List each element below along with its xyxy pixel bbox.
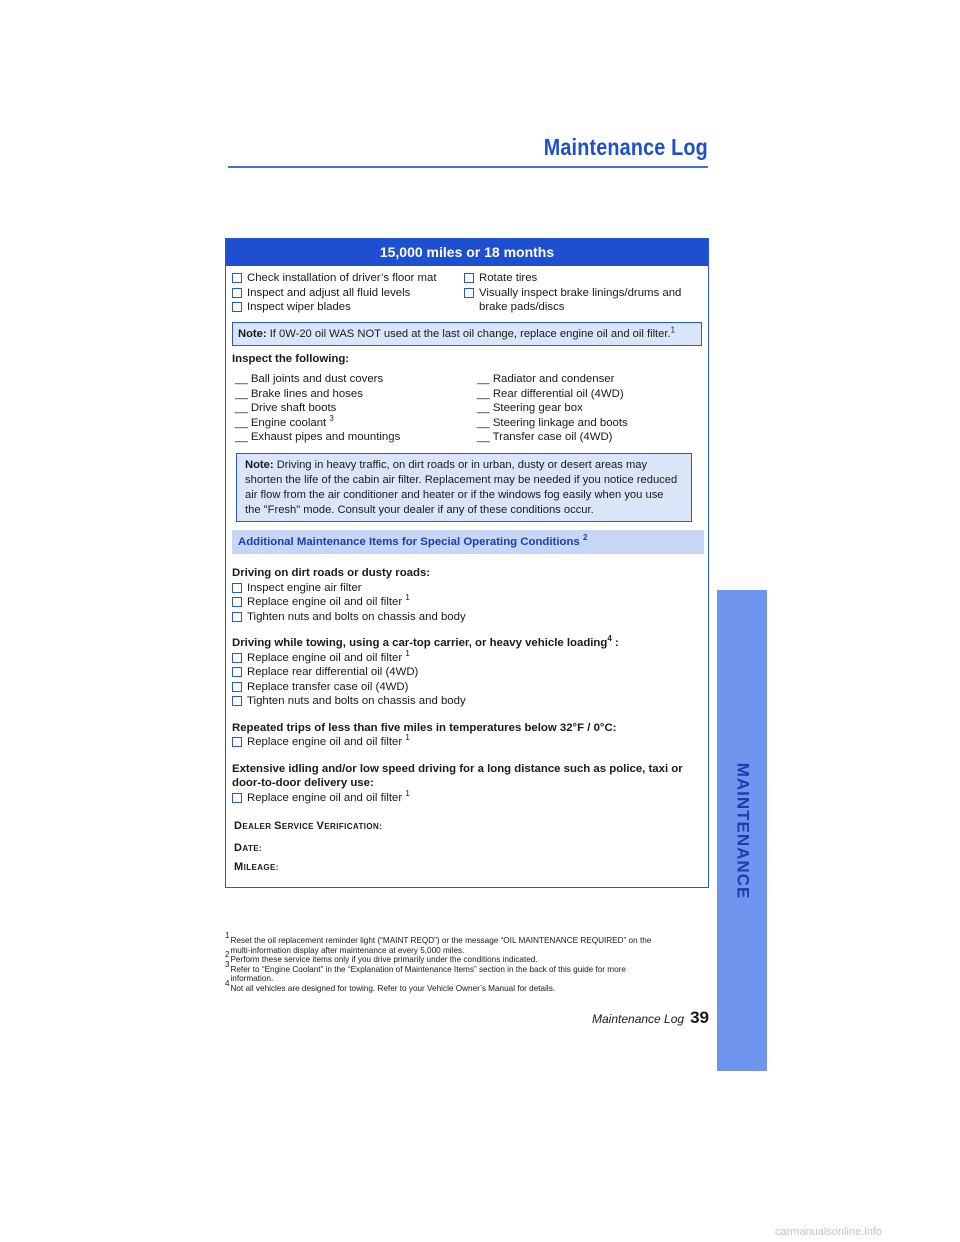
verification-block [232, 821, 702, 873]
date-label: DATE: [234, 842, 263, 854]
page-title: Maintenance Log [543, 134, 708, 160]
inspect-list-left [235, 372, 477, 445]
checkbox-icon[interactable] [232, 682, 242, 692]
footnote-ref: 1 [405, 593, 410, 603]
checklist-right [464, 271, 702, 315]
checkbox-icon[interactable] [232, 793, 242, 803]
inspect-item: __ Steering linkage and boots [477, 416, 628, 429]
checklist-item[interactable]: Check installation of driver’s floor mat [232, 271, 464, 286]
checkbox-icon[interactable] [232, 597, 242, 607]
box-content [226, 266, 708, 873]
checkbox-icon[interactable] [464, 288, 474, 298]
footnote-ref: 3 [329, 413, 334, 423]
footnote-ref: 2 [582, 532, 588, 542]
checklist [232, 271, 702, 315]
footnote-ref: 1 [405, 788, 410, 798]
checkbox-icon[interactable] [464, 273, 474, 283]
checkbox-icon[interactable] [232, 653, 242, 663]
checklist-item[interactable]: Inspect engine air filter [232, 581, 702, 596]
checklist-item[interactable]: Replace transfer case oil (4WD) [232, 680, 702, 695]
condition-title-towing: Driving while towing, using a car-top carrier, or heavy vehicle loading$^4$ : [232, 634, 619, 649]
checklist-item[interactable]: Tighten nuts and bolts on chassis and body [232, 610, 702, 625]
interval-header: 15,000 miles or 18 months [226, 239, 708, 266]
maintenance-box [225, 238, 709, 888]
page-number: 39 [690, 1008, 709, 1027]
cabin-filter-note: Note: Driving in heavy traffic, on dirt roads or in urban, dusty or desert areas may shorten the life of the cabin air filter. Replacement may be needed if you notice reduced air flow from the air conditioner and heater or if the windows fog easily when you use the "Fresh" mode. Consult your dealer if any of these conditions occur. [236, 453, 692, 522]
checklist-item[interactable]: Replace engine oil and oil filter $^1$ [232, 735, 702, 750]
title-divider [228, 166, 708, 168]
inspect-item: __ Drive shaft boots [235, 402, 337, 414]
checkbox-icon[interactable] [232, 273, 242, 283]
footnote-ref: 4 [607, 634, 612, 644]
checkbox-icon[interactable] [232, 696, 242, 706]
checkbox-icon[interactable] [232, 612, 242, 622]
checklist-item[interactable]: Visually inspect brake linings/drums and [464, 286, 702, 301]
checklist-left [232, 271, 464, 315]
footnote: 2 Perform these service items only if you drive primarily under the conditions indicated. [225, 950, 538, 965]
mileage-label: MILEAGE: [234, 861, 279, 873]
inspect-item: __ Steering gear box [477, 402, 583, 414]
note-text: If 0W-20 oil WAS NOT used at the last oil change, replace engine oil and oil filter. [269, 327, 671, 340]
checklist-item-continued: brake pads/discs [479, 301, 565, 313]
inspect-item: __ Brake lines and hoses [235, 387, 363, 400]
condition-title-dirt: Driving on dirt roads or dusty roads: [232, 567, 431, 579]
checklist-item[interactable]: Inspect and adjust all fluid levels [232, 286, 464, 301]
footnotes [225, 931, 711, 994]
footnote-ref: 1 [670, 324, 676, 334]
footer-label: Maintenance Log [592, 1012, 685, 1026]
side-tab-label-wrap [717, 590, 767, 1071]
checkbox-icon[interactable] [232, 302, 242, 312]
checklist-item[interactable]: Replace engine oil and oil filter $^1$ [232, 791, 702, 806]
condition-title-short-trips: Repeated trips of less than five miles in temperatures below 32°F / 0°C: [232, 721, 617, 734]
inspect-item: __ Radiator and condenser [477, 373, 615, 385]
inspect-item: __ Exhaust pipes and mountings [235, 431, 401, 443]
inspect-title: Inspect the following: [232, 352, 350, 365]
dealer-verification-label: DEALER SERVICE VERIFICATION: [234, 820, 383, 832]
checklist-item[interactable]: Replace engine oil and oil filter $^1$ [232, 651, 702, 666]
checklist-item[interactable]: Rotate tires [464, 271, 702, 286]
inspect-item: __ Transfer case oil (4WD) [477, 431, 613, 443]
checkbox-icon[interactable] [232, 583, 242, 593]
footnote-ref: 1 [405, 648, 410, 658]
condition-title-idling: Extensive idling and/or low speed driving for a long distance such as police, taxi or door-to-door delivery use: [232, 762, 683, 789]
inspect-item: __ Rear differential oil (4WD) [477, 387, 624, 400]
note-label: Note: [238, 327, 267, 340]
checklist-item[interactable]: Tighten nuts and bolts on chassis and body [232, 694, 702, 709]
additional-items-heading: Additional Maintenance Items for Special Operating Conditions $^2$ [232, 530, 704, 555]
side-tab-label: MAINTENANCE [733, 762, 753, 899]
inspect-list [232, 372, 702, 445]
footnote: 1 Reset the oil replacement reminder light (“MAINT REQD”) or the message “OIL MAINTENANCE REQUIRED” on the multi-information display after maintenance at every 5,000 miles. [225, 931, 652, 955]
checklist-item[interactable]: Replace engine oil and oil filter $^1$ [232, 595, 702, 610]
page-footer [592, 1008, 709, 1028]
oil-note [232, 322, 702, 346]
checkbox-icon[interactable] [232, 667, 242, 677]
inspect-item: __ Engine coolant $^3$ [235, 413, 334, 429]
inspect-list-right [477, 372, 702, 445]
footnote: 3 Refer to “Engine Coolant” in the “Explanation of Maintenance Items” section in the back of this guide for more information. [225, 959, 626, 984]
checkbox-icon[interactable] [232, 737, 242, 747]
footnote: 4 Not all vehicles are designed for towing. Refer to your Vehicle Owner’s Manual for details. [225, 978, 556, 993]
inspect-item: __ Ball joints and dust covers [235, 373, 384, 385]
checklist-item[interactable]: Inspect wiper blades [232, 300, 464, 315]
note-label: Note: [245, 458, 274, 471]
footnote-ref: 1 [405, 733, 410, 743]
checklist-item[interactable]: Replace rear differential oil (4WD) [232, 665, 702, 680]
watermark: carmanualsonline.info [775, 1226, 883, 1238]
checkbox-icon[interactable] [232, 288, 242, 298]
